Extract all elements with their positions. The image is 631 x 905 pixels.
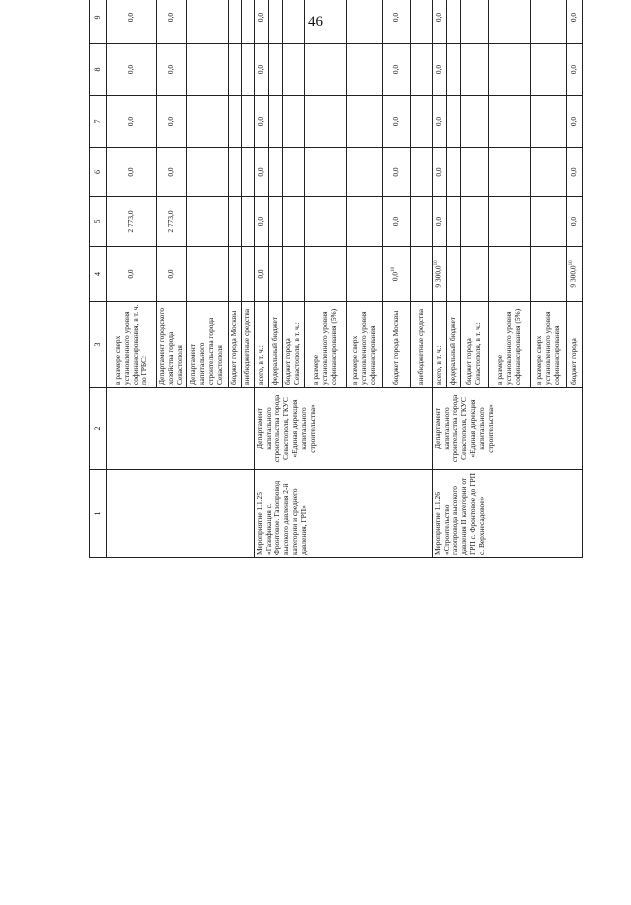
column-number-4: 4	[90, 247, 107, 302]
value-cell	[410, 148, 432, 197]
value-text: 0,0	[126, 269, 136, 279]
value-cell	[304, 197, 346, 247]
event-name-cell	[107, 470, 255, 558]
footnote-marker: 10	[569, 260, 575, 266]
value-cell	[410, 96, 432, 148]
funding-source-cell: Департамент капитального строительства города Севастополя	[186, 302, 228, 388]
value-cell	[488, 197, 530, 247]
funding-source-cell: бюджет города Севастополя, в т. ч.:	[460, 302, 488, 388]
value-cell	[488, 0, 530, 44]
value-text: 0,0	[126, 12, 136, 23]
value-cell	[186, 197, 228, 247]
value-text: 0,0	[433, 12, 443, 23]
value-cell	[382, 148, 410, 197]
value-cell	[410, 197, 432, 247]
value-text: 0,0	[126, 167, 136, 177]
funding-source-cell: бюджет города Москвы	[228, 302, 241, 388]
value-cell	[107, 197, 157, 247]
value-cell	[254, 0, 268, 44]
value-cell	[304, 44, 346, 96]
value-text: 0,0	[568, 116, 578, 127]
value-cell	[157, 197, 187, 247]
funding-source-cell: в размере установленного уровня софинансирования (5%)	[304, 302, 346, 388]
value-cell	[268, 44, 282, 96]
column-number-7: 7	[90, 96, 107, 148]
value-cell	[282, 247, 304, 302]
column-number-3: 3	[90, 302, 107, 388]
value-cell	[107, 96, 157, 148]
value-cell	[228, 44, 241, 96]
event-name-cell: Мероприятие 1.1.25 «Газификация с. Фронтовое. Газопровод высокого давления 2-й категории и среднего давления, ГРП»	[254, 470, 432, 558]
value-cell	[304, 247, 346, 302]
funding-source-cell: в размере установленного уровня софинансирования (5%)	[488, 302, 530, 388]
value-cell	[304, 96, 346, 148]
value-cell	[382, 247, 410, 302]
value-text: 0,0	[568, 167, 578, 177]
value-cell	[488, 247, 530, 302]
value-cell	[346, 44, 382, 96]
value-cell	[460, 44, 488, 96]
value-cell	[488, 44, 530, 96]
value-text: 0,0	[390, 64, 400, 75]
value-text: 0,0	[165, 64, 175, 75]
value-cell	[530, 197, 566, 247]
value-cell	[282, 44, 304, 96]
value-cell	[241, 0, 254, 44]
funding-source-cell: бюджет города	[566, 302, 582, 388]
value-cell	[530, 0, 566, 44]
value-text: 0,0	[390, 116, 400, 127]
value-cell	[254, 44, 268, 96]
value-cell	[446, 96, 460, 148]
value-text: 0,0	[433, 167, 443, 177]
value-cell	[304, 0, 346, 44]
value-cell	[488, 148, 530, 197]
value-cell	[157, 247, 187, 302]
value-text: 0,0	[568, 64, 578, 75]
value-text: 0,0	[126, 64, 136, 75]
value-cell	[157, 0, 187, 44]
funding-source-cell: всего, в т. ч.:	[432, 302, 446, 388]
column-number-9: 9	[90, 0, 107, 44]
table-row	[432, 0, 446, 558]
value-text: 0,0	[433, 116, 443, 127]
value-text: 0,0	[165, 116, 175, 127]
value-cell	[566, 247, 582, 302]
value-cell	[410, 0, 432, 44]
value-cell	[254, 148, 268, 197]
value-cell	[228, 148, 241, 197]
funding-source-cell: федеральный бюджет	[268, 302, 282, 388]
value-cell	[346, 197, 382, 247]
value-cell	[346, 148, 382, 197]
value-cell	[446, 44, 460, 96]
value-text: 0,0	[568, 216, 578, 227]
value-cell	[410, 247, 432, 302]
value-cell	[157, 148, 187, 197]
value-cell	[432, 44, 446, 96]
value-cell	[446, 197, 460, 247]
value-text: 0,0	[255, 64, 265, 75]
value-text: 0,0	[165, 269, 175, 279]
value-cell	[107, 0, 157, 44]
value-cell	[530, 148, 566, 197]
value-cell	[382, 44, 410, 96]
value-cell	[460, 148, 488, 197]
value-text: 0,0	[165, 12, 175, 23]
value-text: 2 773,0	[126, 210, 136, 233]
column-number-8: 8	[90, 44, 107, 96]
value-text: 0,0	[390, 216, 400, 227]
value-cell	[254, 247, 268, 302]
funding-source-cell: внебюджетные средства	[410, 302, 432, 388]
value-cell	[432, 148, 446, 197]
value-cell	[268, 197, 282, 247]
value-text: 0,0	[433, 216, 443, 227]
value-cell	[432, 96, 446, 148]
value-text: 0,0	[255, 167, 265, 177]
value-cell	[241, 197, 254, 247]
value-cell	[304, 148, 346, 197]
value-cell	[228, 247, 241, 302]
value-cell	[268, 247, 282, 302]
value-text: 9 300,0	[568, 265, 578, 288]
value-text: 0,0	[568, 12, 578, 23]
value-cell	[382, 96, 410, 148]
value-text: 0,0	[390, 271, 400, 282]
value-text: 0,0	[433, 64, 443, 75]
funding-source-cell: всего, в т. ч.:	[254, 302, 268, 388]
value-cell	[157, 44, 187, 96]
value-cell	[460, 247, 488, 302]
value-cell	[186, 247, 228, 302]
value-cell	[228, 0, 241, 44]
value-cell	[410, 44, 432, 96]
responsible-executor-cell: Департамент капитального строительства города Севастополя, ГКУС «Единая дирекция капитального строительства»	[432, 388, 582, 470]
column-number-2: 2	[90, 388, 107, 470]
value-cell	[282, 96, 304, 148]
value-cell	[186, 96, 228, 148]
value-text: 0,0	[255, 216, 265, 227]
value-cell	[488, 96, 530, 148]
value-cell	[107, 44, 157, 96]
value-cell	[446, 247, 460, 302]
funding-source-cell: в размере сверх установленного уровня софинансирования	[530, 302, 566, 388]
value-cell	[268, 96, 282, 148]
value-cell	[282, 148, 304, 197]
value-text: 9 300,0	[433, 265, 443, 288]
event-name-cell: Мероприятие 1.1.26 «Строительство газопровода высокого давления II категории от ГРП с. Фронтовое до ГРП с. Верхнесадовое»	[432, 470, 582, 558]
value-text: 0,0	[255, 12, 265, 23]
funding-source-cell: в размере сверх установленного уровня софинансирования, в т. ч. по ГРБС:	[107, 302, 157, 388]
budget-table	[89, 0, 583, 558]
value-cell	[530, 96, 566, 148]
table-row	[254, 0, 268, 558]
value-text: 0,0	[390, 12, 400, 23]
value-cell	[254, 197, 268, 247]
value-cell	[268, 148, 282, 197]
value-cell	[432, 197, 446, 247]
value-cell	[241, 148, 254, 197]
column-number-6: 6	[90, 148, 107, 197]
value-cell	[566, 0, 582, 44]
value-text: 0,0	[165, 167, 175, 177]
value-cell	[566, 96, 582, 148]
value-cell	[382, 0, 410, 44]
value-text: 0,0	[255, 116, 265, 127]
funding-source-cell: бюджет города Москвы	[382, 302, 410, 388]
value-cell	[282, 0, 304, 44]
rotated-table-container	[89, 0, 601, 558]
value-cell	[228, 197, 241, 247]
value-cell	[228, 96, 241, 148]
value-cell	[186, 148, 228, 197]
value-cell	[107, 247, 157, 302]
value-text: 2 773,0	[165, 210, 175, 233]
value-cell	[241, 96, 254, 148]
responsible-executor-cell: Департамент капитального строительства города Севастополя, ГКУС «Единая дирекция капитального строительства»	[254, 388, 432, 470]
column-number-1: 1	[90, 470, 107, 558]
value-cell	[530, 247, 566, 302]
value-cell	[460, 197, 488, 247]
value-cell	[186, 44, 228, 96]
value-cell	[446, 148, 460, 197]
responsible-executor-cell	[107, 388, 255, 470]
value-cell	[186, 0, 228, 44]
value-cell	[157, 96, 187, 148]
value-cell	[346, 0, 382, 44]
funding-source-cell: Департамент городского хозяйства города Севастополя	[157, 302, 187, 388]
value-cell	[460, 96, 488, 148]
funding-source-cell: в размере сверх установленного уровня софинансирования	[346, 302, 382, 388]
value-cell	[432, 247, 446, 302]
column-number-row	[90, 0, 107, 558]
value-text: 0,0	[255, 269, 265, 279]
column-number-5: 5	[90, 197, 107, 247]
funding-source-cell: бюджет города Севастополя, в т. ч.:	[282, 302, 304, 388]
value-cell	[282, 197, 304, 247]
value-cell	[107, 148, 157, 197]
funding-source-cell: внебюджетные средства	[241, 302, 254, 388]
value-cell	[566, 197, 582, 247]
value-cell	[382, 197, 410, 247]
footnote-marker: 10	[434, 260, 440, 266]
value-cell	[346, 96, 382, 148]
value-cell	[566, 148, 582, 197]
value-cell	[346, 247, 382, 302]
value-cell	[566, 44, 582, 96]
value-cell	[241, 44, 254, 96]
table-row	[107, 0, 157, 558]
value-cell	[530, 44, 566, 96]
value-text: 0,0	[126, 116, 136, 127]
page-number: 46	[308, 14, 323, 30]
value-cell	[446, 0, 460, 44]
value-cell	[460, 0, 488, 44]
value-cell	[241, 247, 254, 302]
footnote-marker: 10	[391, 266, 397, 272]
value-cell	[268, 0, 282, 44]
funding-source-cell: федеральный бюджет	[446, 302, 460, 388]
value-cell	[254, 96, 268, 148]
value-text: 0,0	[390, 167, 400, 177]
value-cell	[432, 0, 446, 44]
table-body	[107, 0, 583, 558]
